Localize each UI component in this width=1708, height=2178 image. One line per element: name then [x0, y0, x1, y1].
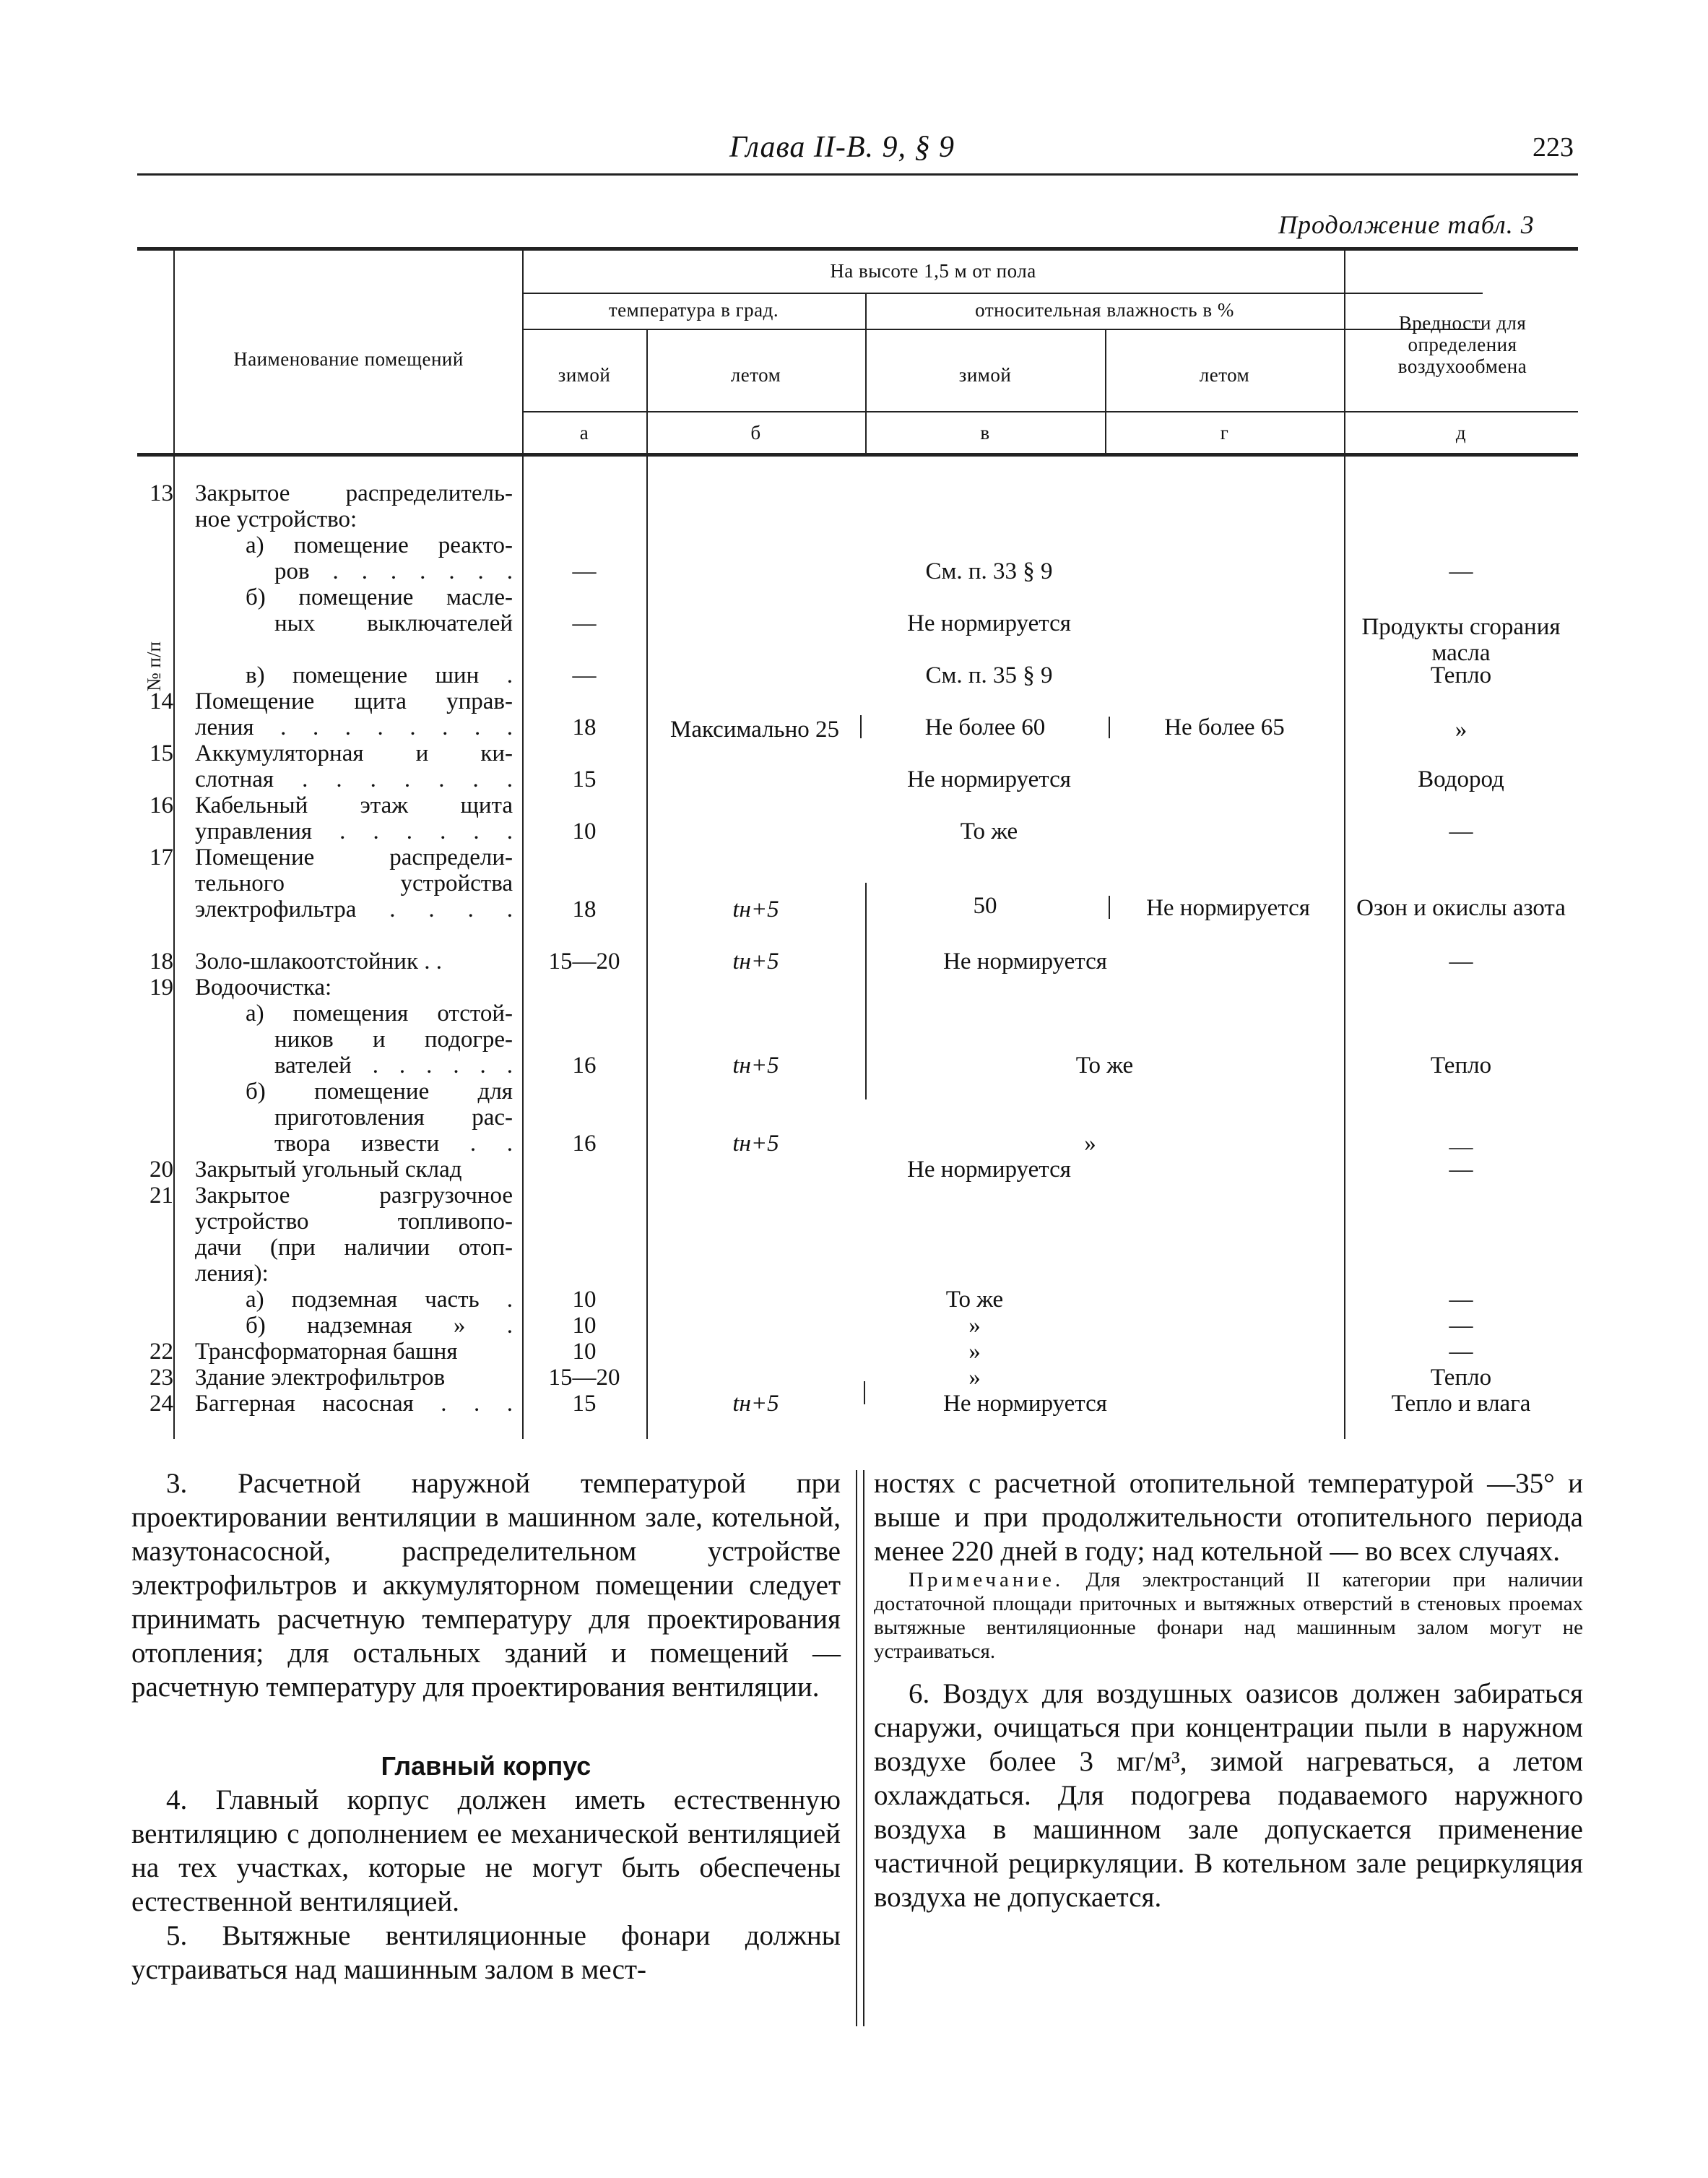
cell-merged-norm: См. п. 35 § 9: [925, 662, 1053, 688]
cell-harmful: —: [1449, 1339, 1473, 1365]
row-subname: б) помещение масле-: [246, 584, 513, 610]
table-head-rule: [522, 329, 1483, 330]
table-mark: [1109, 896, 1110, 919]
row-subname: ров . . . . . . .: [274, 558, 513, 584]
cell-harmful: Тепло: [1430, 662, 1492, 688]
table-top-rule: [137, 247, 1578, 251]
row-number: 24: [149, 1391, 173, 1417]
row-name: Аккумуляторная и ки-: [195, 740, 513, 766]
row-number: 20: [149, 1157, 173, 1183]
row-name: Баггерная насосная . . .: [195, 1391, 513, 1417]
table-col-rule: [173, 247, 175, 1439]
row-subname: твора извести . .: [274, 1131, 513, 1157]
cell-merged-norm: То же: [960, 818, 1018, 844]
row-number: 17: [149, 844, 173, 870]
cell-winter-temp: 10: [572, 1313, 597, 1339]
row-number: 22: [149, 1339, 173, 1365]
cell-merged-norm: Не нормируется: [943, 1391, 1107, 1417]
row-subname: а) помещения отстой-: [246, 1001, 513, 1027]
table-head-rule: [522, 411, 1578, 412]
cell-winter-temp: 18: [572, 896, 597, 922]
row-name: Трансформаторная башня: [195, 1339, 458, 1365]
running-header: Глава II-В. 9, § 9: [729, 131, 955, 164]
cell-winter-temp: 18: [572, 714, 597, 740]
row-subname: приготовления рас-: [274, 1105, 513, 1131]
cell-harmful: Озон и окислы азота: [1356, 895, 1566, 921]
cell-winter-temp: 10: [572, 1339, 597, 1365]
row-number: 14: [149, 688, 173, 714]
cell-winter-temp: 15—20: [548, 948, 620, 975]
row-name: Закрытый угольный склад: [195, 1157, 462, 1183]
cell-summer-temp: tн+5: [732, 1391, 779, 1417]
row-subname: ников и подогре-: [274, 1027, 513, 1053]
row-subname: вателей . . . . . .: [274, 1053, 513, 1079]
col-header-summer-humidity: летом: [1199, 364, 1250, 386]
row-name: устройство топливопо-: [195, 1209, 513, 1235]
cell-harmful: —: [1449, 948, 1473, 975]
cell-winter-temp: 15: [572, 1391, 597, 1417]
row-name: ное устройство:: [195, 506, 357, 532]
row-number: 19: [149, 975, 173, 1001]
col-letter-d: д: [1455, 422, 1467, 444]
col-header-temperature: температура в град.: [608, 299, 779, 321]
cell-harmful: Тепло и влага: [1391, 1391, 1531, 1417]
cell-harmful: »: [1455, 717, 1468, 743]
cell-summer-temp: Максимально 25: [669, 717, 840, 743]
cell-merged-norm: »: [968, 1339, 981, 1365]
cell-merged-norm: То же: [1075, 1053, 1134, 1079]
col-letter-a: а: [579, 422, 589, 444]
cell-summer-humidity: Не нормируется: [1146, 895, 1310, 921]
row-subname: а) подземная часть .: [246, 1287, 513, 1313]
section-heading: Главный корпус: [381, 1751, 591, 1781]
paragraph-5: 5. Вытяжные вентиляционные фонари должны устраиваться над машинным залом в мест-: [131, 1920, 841, 1985]
table-head-rule: [522, 293, 1483, 294]
cell-merged-norm: Не нормируется: [907, 766, 1071, 792]
table-continuation-caption: Продолжение табл. 3: [1278, 210, 1535, 239]
row-subname: б) помещение для: [246, 1079, 513, 1105]
row-name: Водоочистка:: [195, 975, 332, 1001]
page-number: 223: [1533, 132, 1574, 163]
norms-table: [137, 247, 1578, 1439]
row-number: 23: [149, 1365, 173, 1391]
cell-merged-norm: Не нормируется: [943, 948, 1107, 975]
cell-winter-temp: 10: [572, 1287, 597, 1313]
row-subname: б) надземная » .: [246, 1313, 513, 1339]
col-header-humidity: относительная влажность в %: [975, 299, 1234, 321]
cell-harmful: —: [1449, 558, 1473, 584]
row-number: 13: [149, 480, 173, 506]
row-number: 18: [149, 948, 173, 975]
col-header-harmful: Вредности для определения воздухообмена: [1397, 312, 1527, 377]
left-column: [131, 1466, 841, 1987]
row-subname: в) помещение шин .: [246, 662, 513, 688]
cell-harmful: —: [1449, 818, 1473, 844]
cell-winter-temp: —: [572, 558, 597, 584]
cell-harmful: —: [1449, 1313, 1473, 1339]
note-label: Примечание.: [909, 1568, 1065, 1591]
row-name: Закрытое разгрузочное: [195, 1183, 513, 1209]
col-header-winter-humidity: зимой: [958, 364, 1012, 386]
cell-winter-temp: 16: [572, 1131, 597, 1157]
right-column: [874, 1466, 1583, 1914]
row-name: электрофильтра . . . .: [195, 896, 513, 922]
cell-harmful: Продукты сгорания масла: [1361, 614, 1561, 666]
col-header-number: № п/п: [143, 641, 165, 691]
cell-winter-temp: —: [572, 662, 597, 688]
row-name: Кабельный этаж щита: [195, 792, 513, 818]
row-name: управления . . . . . .: [195, 818, 513, 844]
cell-winter-temp: —: [572, 610, 597, 636]
table-col-rule: [646, 453, 648, 1439]
header-rule: [137, 173, 1578, 176]
col-header-winter-temp: зимой: [558, 364, 611, 386]
row-name: Золо-шлакоотстойник . .: [195, 948, 442, 975]
col-letter-g: г: [1220, 422, 1229, 444]
paragraph-4: 4. Главный корпус должен иметь естественную вентиляцию с дополнением ее механической вентиляцией на тех участках, которые не могут быть обеспечены естественной вентиляцией.: [131, 1784, 841, 1917]
cell-harmful: —: [1449, 1157, 1473, 1183]
col-header-summer-temp: летом: [730, 364, 781, 386]
column-divider: [856, 1470, 864, 2026]
cell-harmful: —: [1449, 1134, 1473, 1160]
row-number: 21: [149, 1183, 173, 1209]
cell-summer-humidity: Не более 65: [1164, 714, 1285, 740]
row-name: слотная . . . . . . .: [195, 766, 513, 792]
note-text: Для электростанций II категории при наличии достаточной площади приточных и вытяжных отверстий в стеновых проемах вытяжные вентиляционные фонари над машинным залом могут не устраиваться.: [874, 1568, 1583, 1663]
cell-merged-norm: »: [968, 1365, 981, 1391]
cell-merged-norm: Не нормируется: [907, 610, 1071, 636]
paragraph-5-continued: ностях с расчетной отопительной температурой —35° и выше и при продолжительности отопительного периода менее 220 дней в году; над котельной — во всех случаях.: [874, 1468, 1583, 1567]
row-name: ления . . . . . . . .: [195, 714, 513, 740]
col-letter-v: в: [980, 422, 990, 444]
row-number: 15: [149, 740, 173, 766]
row-subname: ных выключателей: [274, 610, 513, 636]
cell-summer-temp: tн+5: [732, 896, 779, 922]
cell-summer-temp: tн+5: [732, 948, 779, 975]
note: [874, 1568, 1583, 1664]
cell-winter-temp: 10: [572, 818, 597, 844]
row-number: 16: [149, 792, 173, 818]
cell-winter-temp: 15: [572, 766, 597, 792]
cell-winter-temp: 15—20: [548, 1365, 620, 1391]
col-letter-b: б: [750, 422, 761, 444]
row-name: тельного устройства: [195, 870, 513, 896]
cell-merged-norm: »: [968, 1313, 981, 1339]
cell-merged-norm: Не нормируется: [907, 1157, 1071, 1183]
row-name: Закрытое распределитель-: [195, 480, 513, 506]
row-name: Помещение распредели-: [195, 844, 513, 870]
paragraph-3: 3. Расчетной наружной температурой при проектировании вентиляции в машинном зале, котельной, мазутонасосной, распределительном устройстве электрофильтров и аккумуляторном помещении следует принимать расчетную температуру для проектирования отопления; для остальных зданий и помещений — расчетную температуру для проектирования вентиляции.: [131, 1468, 841, 1703]
cell-merged-norm: См. п. 33 § 9: [925, 558, 1053, 584]
cell-winter-humidity: 50: [973, 893, 997, 919]
row-name: дачи (при наличии отоп-: [195, 1235, 513, 1261]
paragraph-6: 6. Воздух для воздушных оазисов должен забираться снаружи, очищаться при концентрации пыли в наружном воздухе более 3 мг/м³, зимой нагреваться, а летом охлаждаться. Для подогрева подаваемого наружного воздуха в машинном зале допускается применение частичной рециркуляции. В котельном зале рециркуляция воздуха не допускается.: [874, 1678, 1583, 1913]
cell-harmful: Тепло: [1430, 1053, 1492, 1079]
cell-harmful: Водород: [1418, 766, 1504, 792]
col-header-room-name: Наименование помещений: [233, 348, 464, 370]
col-header-height-group: На высоте 1,5 м от пола: [830, 260, 1036, 282]
row-name: Здание электрофильтров: [195, 1365, 446, 1391]
cell-harmful: Тепло: [1430, 1365, 1492, 1391]
row-name: ления):: [195, 1261, 269, 1287]
cell-summer-temp: tн+5: [732, 1131, 779, 1157]
row-name: Помещение щита управ-: [195, 688, 513, 714]
cell-summer-temp: tн+5: [732, 1053, 779, 1079]
cell-harmful: —: [1449, 1287, 1473, 1313]
cell-merged-norm: То же: [945, 1287, 1004, 1313]
cell-winter-temp: 16: [572, 1053, 597, 1079]
cell-winter-humidity: Не более 60: [924, 714, 1046, 740]
row-subname: а) помещение реакто-: [246, 532, 513, 558]
cell-merged-norm: »: [1084, 1131, 1096, 1157]
table-head-bottom-rule: [137, 453, 1578, 457]
